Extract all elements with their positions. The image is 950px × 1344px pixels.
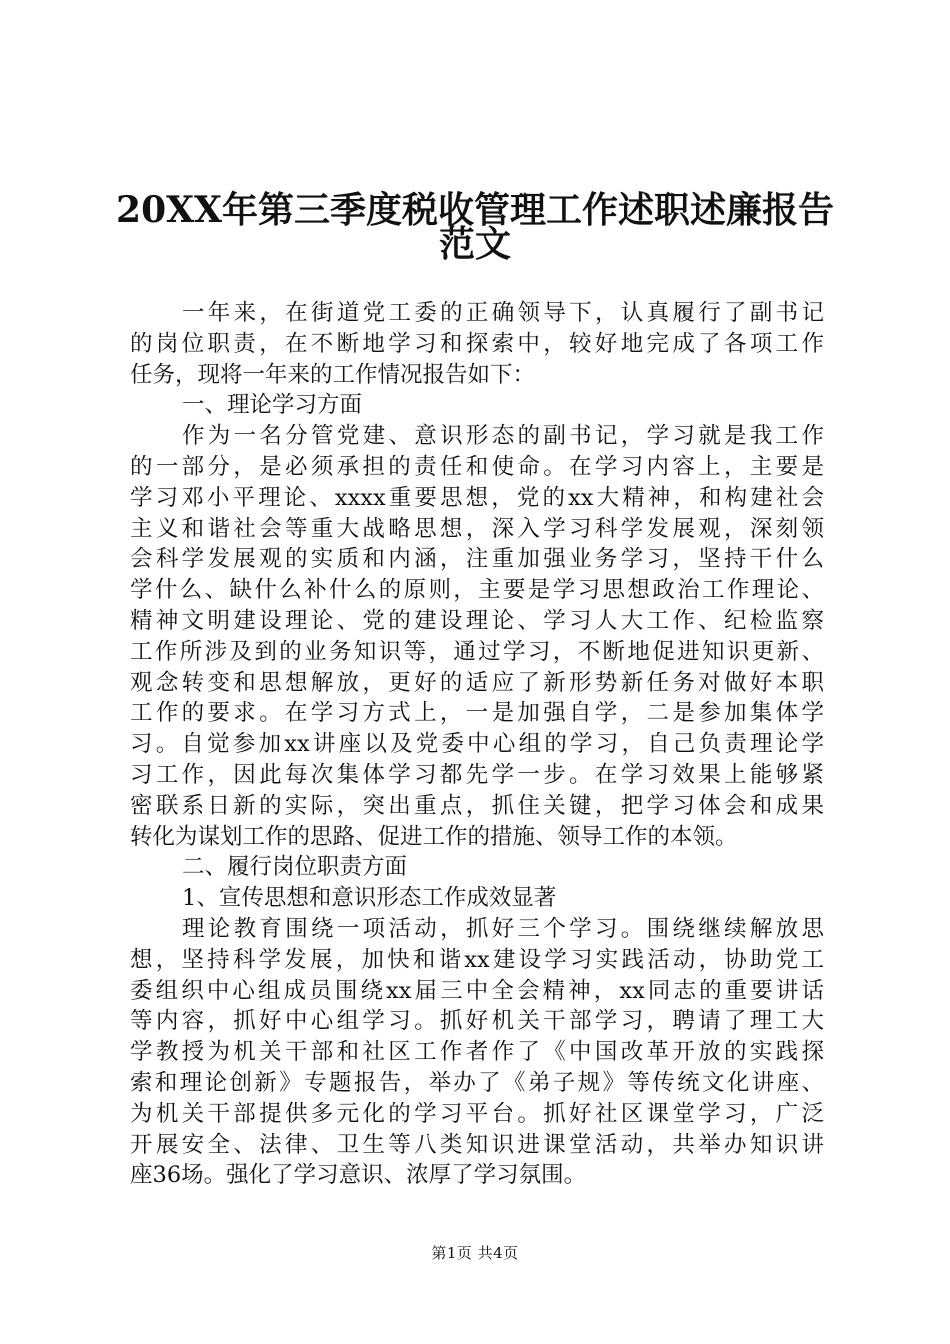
document-title: 20XX年第三季度税收管理工作述职述廉报告 <box>116 189 834 231</box>
body-line: 习工作，因此每次集体学习都先学一步。在学习效果上能够紧 <box>130 761 824 788</box>
body-line: 学什么、缺什么补什么的原则，主要是学习思想政治工作理论、 <box>130 577 824 604</box>
body-line: 委组织中心组成员围绕xx届三中全会精神，xx同志的重要讲话 <box>130 977 824 1004</box>
body-line: 的一部分，是必须承担的责任和使命。在学习内容上，主要是 <box>130 453 824 480</box>
body-line: 的岗位职责，在不断地学习和探索中，较好地完成了各项工作 <box>130 330 824 357</box>
body-line: 一年来，在街道党工委的正确领导下，认真履行了副书记 <box>182 300 824 326</box>
subsection-heading: 1、宣传思想和意识形态工作成效显著 <box>182 885 557 912</box>
section-heading: 二、履行岗位职责方面 <box>182 854 408 881</box>
body-line: 习。自觉参加xx讲座以及党委中心组的学习，自己负责理论学 <box>130 731 824 758</box>
page-number: 第1页 共4页 <box>431 1244 519 1262</box>
body-line: 理论教育围绕一项活动，抓好三个学习。围绕继续解放思 <box>182 915 824 942</box>
body-line: 转化为谋划工作的思路、促进工作的措施、领导工作的本领。 <box>130 823 738 850</box>
body-line: 工作的要求。在学习方式上，一是加强自学，二是参加集体学 <box>130 700 824 727</box>
body-line: 为机关干部提供多元化的学习平台。抓好社区课堂学习，广泛 <box>130 1100 824 1127</box>
document-title-continued: 范文 <box>438 223 511 265</box>
body-line: 工作所涉及到的业务知识等，通过学习，不断地促进知识更新、 <box>130 638 824 665</box>
document-body <box>130 298 824 1191</box>
body-line: 作为一名分管党建、意识形态的副书记，学习就是我工作 <box>182 423 824 450</box>
body-line: 观念转变和思想解放，更好的适应了新形势新任务对做好本职 <box>130 669 824 696</box>
body-line: 任务，现将一年来的工作情况报告如下： <box>130 361 536 388</box>
body-line: 索和理论创新》专题报告，举办了《弟子规》等传统文化讲座、 <box>130 1069 824 1096</box>
body-line: 座36场。强化了学习意识、浓厚了学习氛围。 <box>130 1162 587 1189</box>
body-line: 学教授为机关干部和社区工作者作了《中国改革开放的实践探 <box>130 1039 824 1066</box>
section-heading: 一、理论学习方面 <box>182 392 363 419</box>
body-line: 主义和谐社会等重大战略思想，深入学习科学发展观，深刻领 <box>130 515 824 542</box>
body-line: 会科学发展观的实质和内涵，注重加强业务学习，坚持干什么 <box>130 546 824 573</box>
body-line: 开展安全、法律、卫生等八类知识进课堂活动，共举办知识讲 <box>130 1131 824 1158</box>
body-line: 密联系日新的实际，突出重点，抓住关键，把学习体会和成果 <box>130 792 824 819</box>
body-line: 想，坚持科学发展，加快和谐xx建设学习实践活动，协助党工 <box>130 946 824 973</box>
body-line: 精神文明建设理论、党的建设理论、学习人大工作、纪检监察 <box>130 607 824 634</box>
body-line: 等内容，抓好中心组学习。抓好机关干部学习，聘请了理工大 <box>130 1008 824 1035</box>
body-line: 学习邓小平理论、xxxx重要思想，党的xx大精神，和构建社会 <box>130 484 824 511</box>
